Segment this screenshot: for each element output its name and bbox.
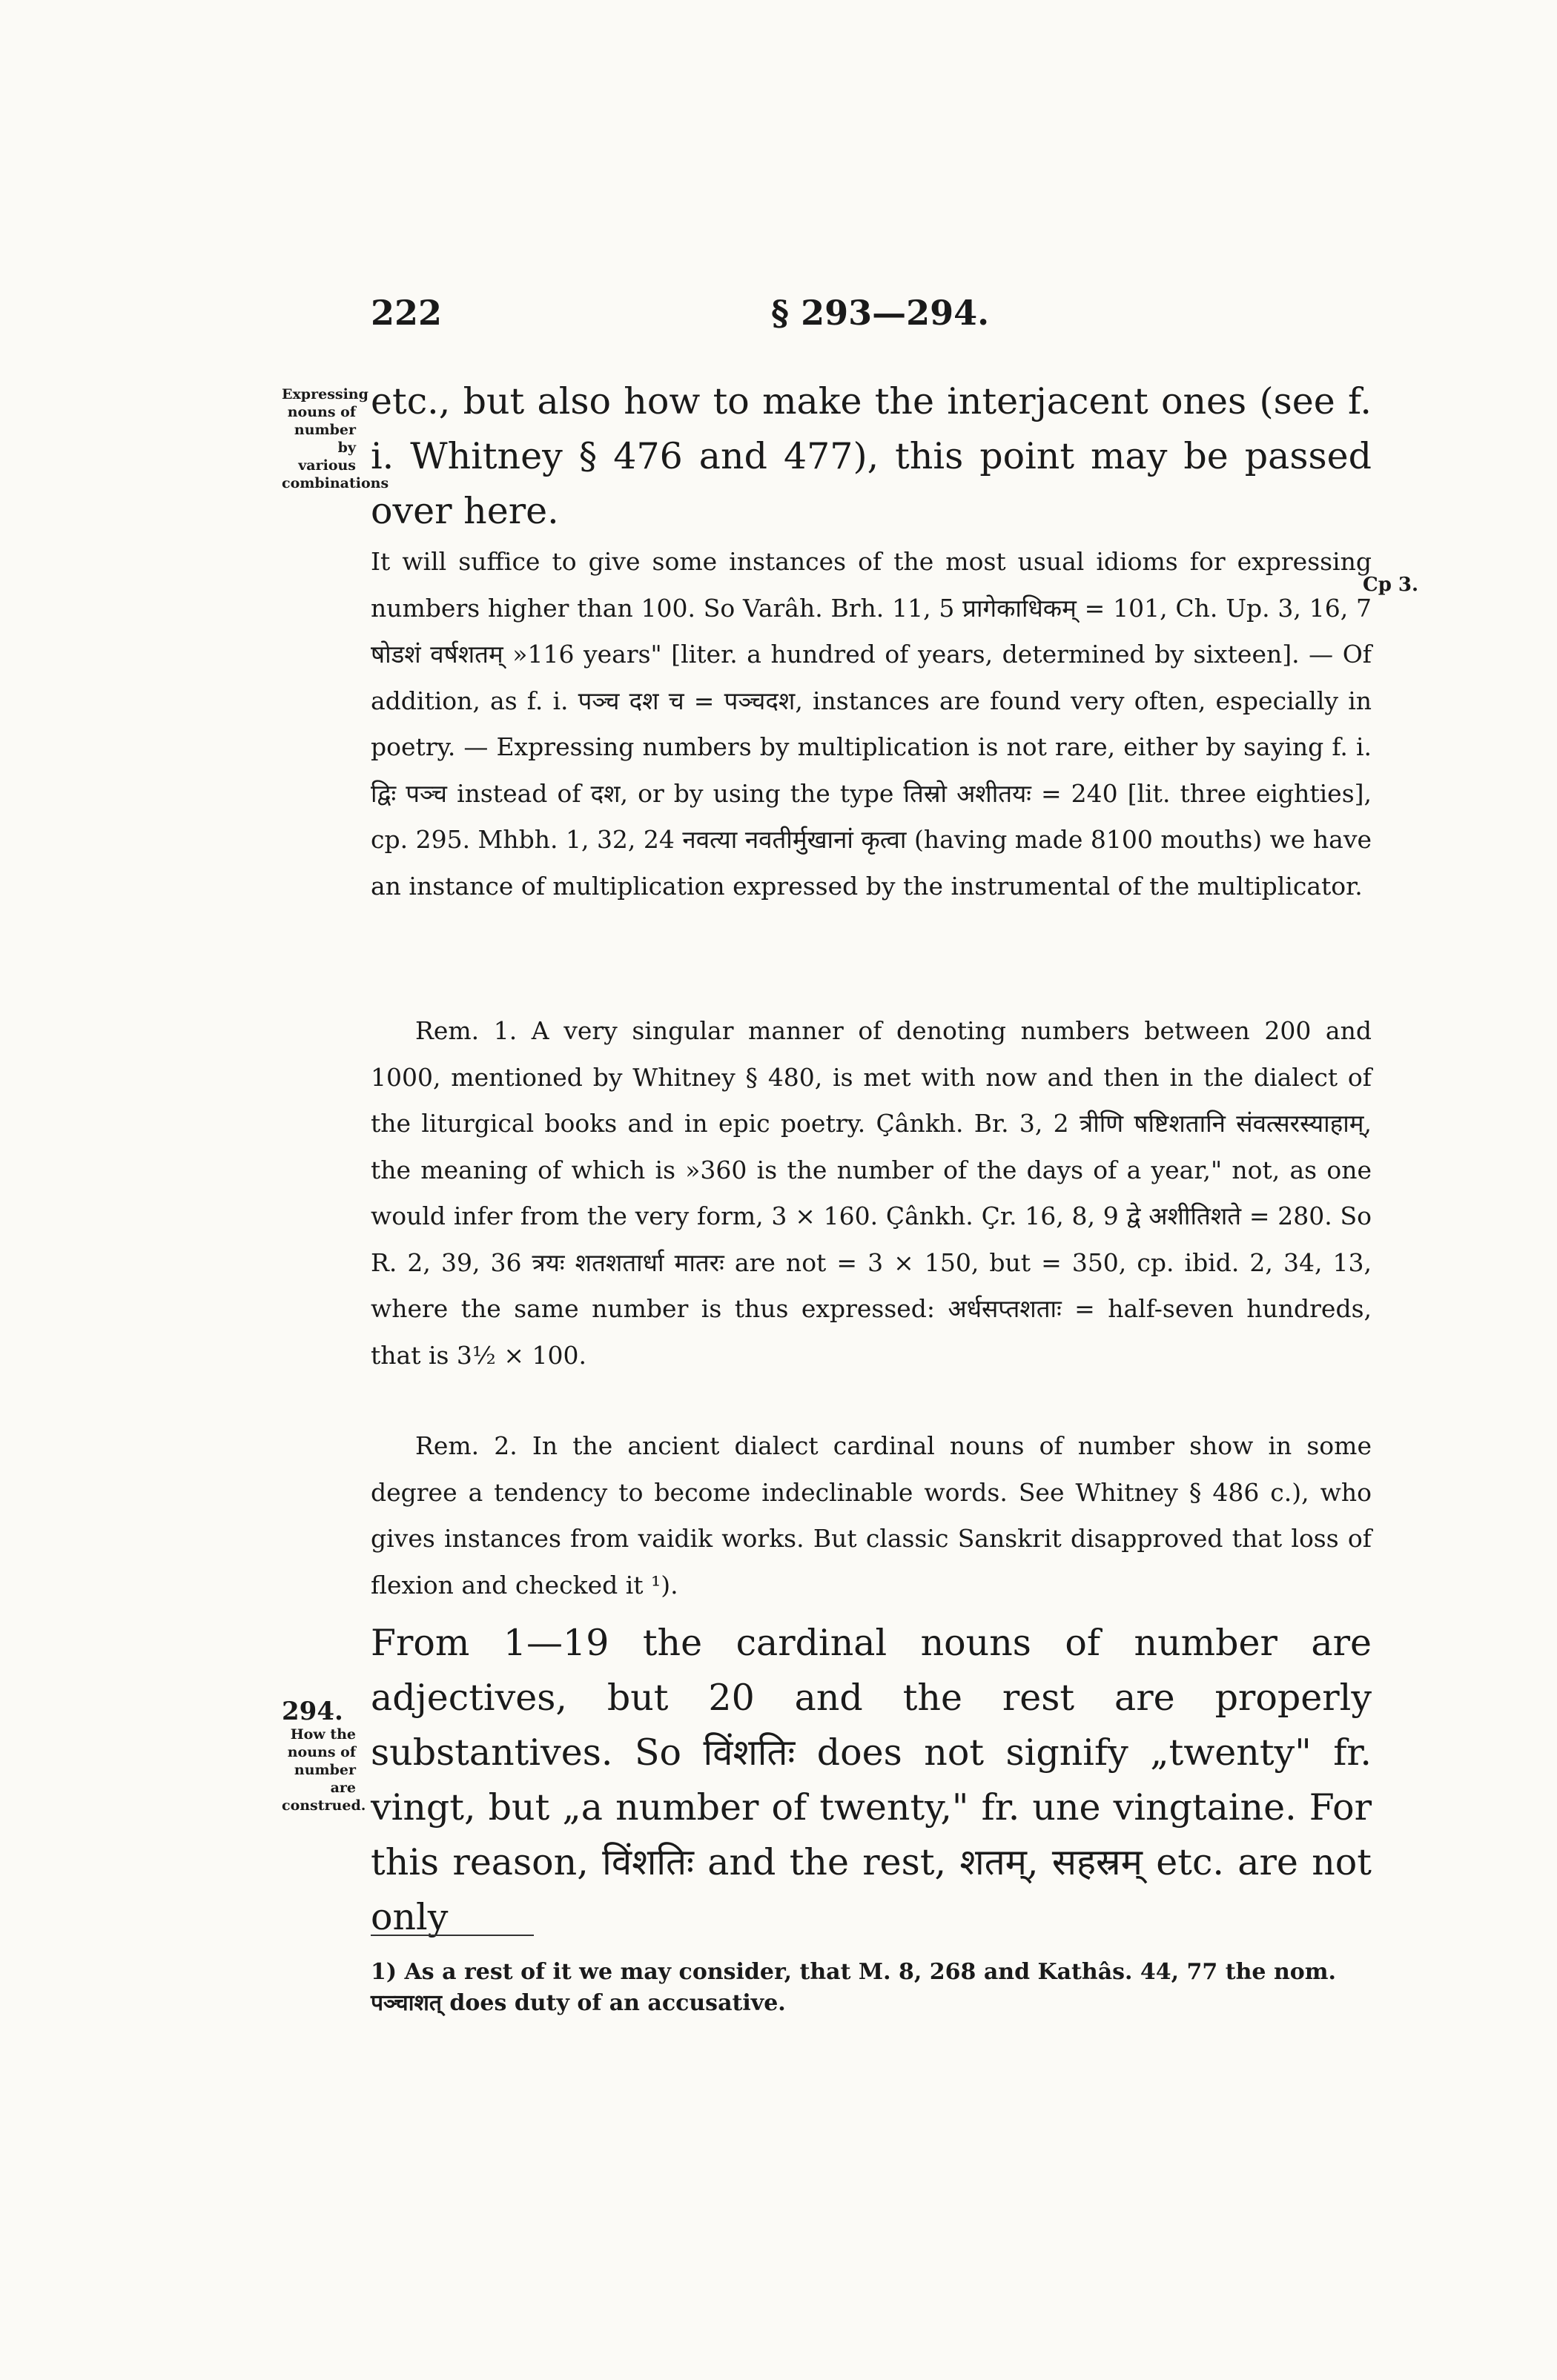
running-header <box>371 293 1372 337</box>
margin-note-294 <box>282 1697 366 1814</box>
paragraph-text-small: It will suffice to give some instances of the most usual idioms for expressing numbers higher than 100. So Varâh. Brh. 11, 5 प्रागेकाधिकम् = 101, Ch. Up. 3, 16, 7 षोडशं वर्षशतम् »116 years" [liter. a hundred of years, determined by sixteen]. — Of addition, as f. i. पञ्च दश च = पञ्चदश, instances are found very often, especially in poetry. — Expressing numbers by multiplication is not rare, either by saying f. i. द्विः पञ्च instead of दश, or by using the type तिस्रो अशीतयः = 240 [lit. three eighties], cp. 295. Mhbh. 1, 32, 24 नवत्या नवतीर्मुखानां कृत्वा (having made 8100 mouths) we have an instance of multiplication expressed by the instrumental of the multiplicator. <box>371 547 1372 901</box>
page-number: 222 <box>371 293 443 333</box>
footnote: 1) As a rest of it we may consider, that M. 8, 268 and Kathâs. 44, 77 the nom. पञ्चाशत् does duty of an accusative. <box>371 1959 1336 2016</box>
remark-1: Rem. 1. A very singular manner of denoting numbers between 200 and 1000, mentioned by Whitney § 480, is met with now and then in the dialect of the liturgical books and in epic poetry. Çânkh. Br. 3, 2 त्रीणि षष्टिशतानि संवत्सरस्याहाम्, the meaning of which is »360 is the number of the days of a year," not, as one would infer from the very form, 3 × 160. Çânkh. Çr. 16, 8, 9 द्वे अशीतिशते = 280. So R. 2, 39, 36 त्रयः शतशतार्धा मातरः are not = 3 × 150, but = 350, cp. ibid. 2, 34, 13, where the same number is thus expressed: अर्धसप्तशताः = half-seven hundreds, that is 3½ × 100. <box>371 1016 1372 1370</box>
paragraph-293-continued <box>371 374 1372 909</box>
margin-note-how: How the nouns of number are construed. <box>282 1726 366 1814</box>
section-heading: § 293—294. <box>771 293 990 333</box>
margin-note-expressing: Expressing nouns of number by various combinations <box>282 386 389 491</box>
footnote-rule <box>371 1935 534 1936</box>
section-number-294: 294. <box>282 1697 343 1726</box>
paragraph-294: From 1—19 the cardinal nouns of number are adjectives, but 20 and the rest are properly substantives. So विंशतिः does not signify „twenty" fr. vingt, but „a number of twenty," fr. une vingtaine. For this reason, विंशतिः and the rest, शतम्, सहस्रम् etc. are not only <box>371 1622 1372 1938</box>
remark-2: Rem. 2. In the ancient dialect cardinal nouns of number show in some degree a tendency to become indeclinable words. See Whitney § 486 c.), who gives instances from vaidik works. But classic Sanskrit disapproved that loss of flexion and checked it ¹). <box>371 1431 1372 1600</box>
side-reference: Cp 3. <box>1363 574 1419 596</box>
paragraph-text-large: etc., but also how to make the interjacent ones (see f. i. Whitney § 476 and 477), this point may be passed over here. <box>371 380 1372 532</box>
